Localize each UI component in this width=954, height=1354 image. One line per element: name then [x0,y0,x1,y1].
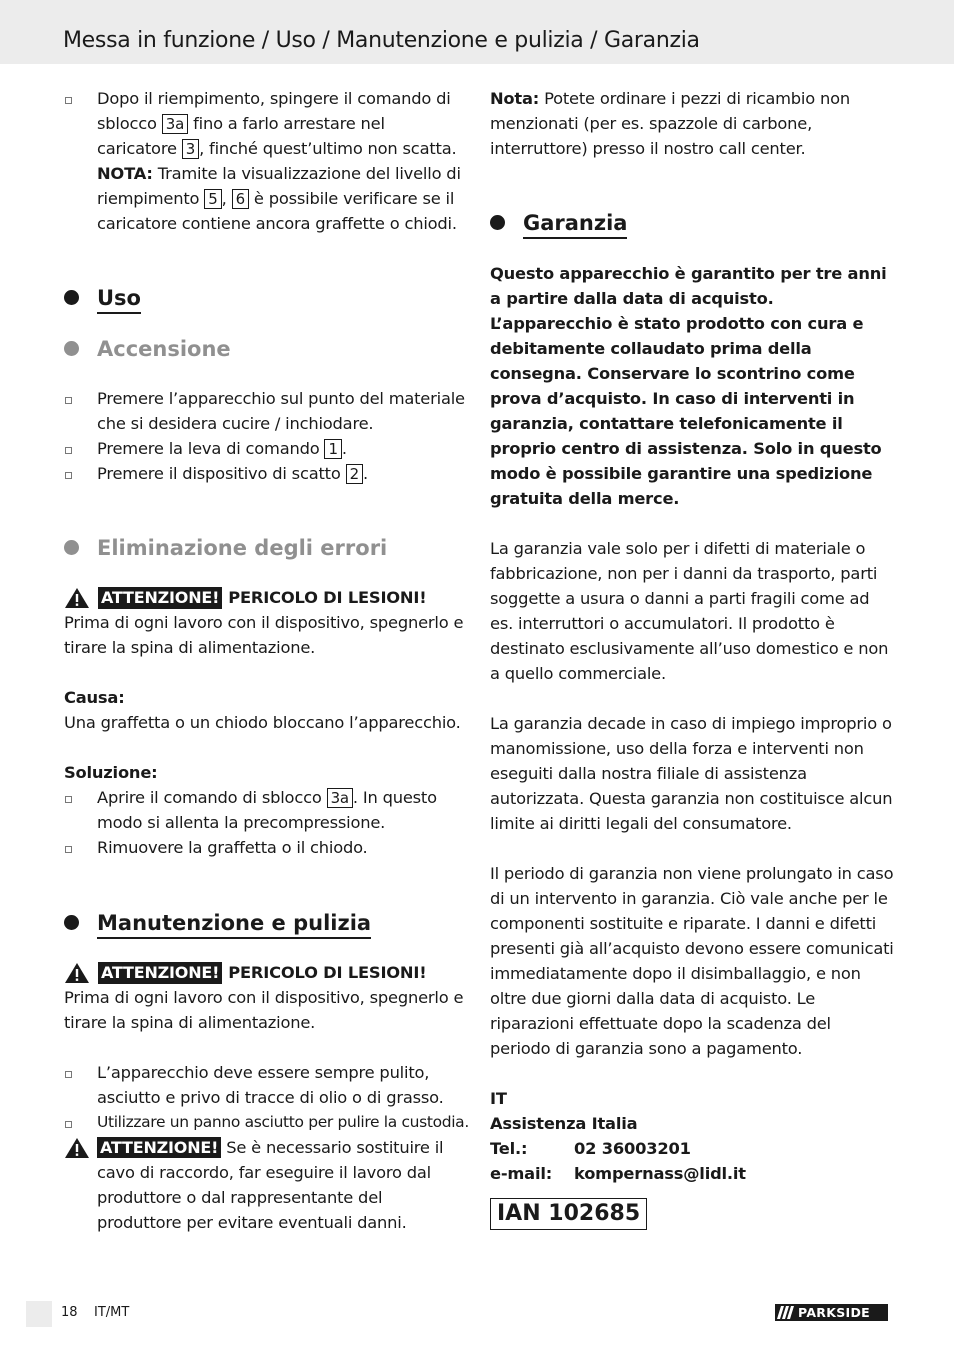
contact-service: Assistenza Italia [490,1114,638,1133]
heading-accensione: Accensione [64,334,469,364]
ref-3a-box: 3a [327,788,353,808]
ref-1-box: 1 [324,439,341,459]
parkside-logo: PARKSIDE [775,1304,888,1321]
page-number: 18 [61,1305,78,1320]
footer-marker [26,1301,52,1327]
logo-slashes-icon [775,1304,797,1321]
warranty-bold-paragraph: Questo apparecchio è garantito per tre anni a partire dalla data di acquisto. L’apparecchio è stato prodotto con cura e debitamente collaudato prima della consegna. Conservare lo scontrino come prova d’acquisto. In caso di interventi in garanzia, contattare telefonicamente il proprio centro di assistenza. Solo in questo modo è possibile garantire una spedizione gratuita della merce. [490,264,887,508]
contact-email: e-mail: kompernass@lidl.it [490,1164,746,1183]
refill-note: NOTA: Tramite la visualizzazione del livello di riempimento 5 , 6 è possibile verificare se il caricatore contiene ancora graffette o chiodi. [97,164,461,233]
list-item: Premere l’apparecchio sul punto del materiale che si desidera cucire / inchiodare. [64,386,469,436]
ref-3a-box: 3a [162,114,188,134]
solution-label: Soluzione: [64,763,158,782]
warning-triangle-icon [64,962,90,984]
spare-parts-note: Nota: Potete ordinare i pezzi di ricambio non menzionati (per es. spazzole di carbone, interruttore) presso il nostro call center. [490,89,850,158]
cause-text: Una graffetta o un chiodo bloccano l’apparecchio. [64,713,461,732]
ian-box: IAN 102685 [490,1198,647,1230]
list-item: Utilizzare un panno asciutto per pulire la custodia. [64,1110,469,1135]
page-title: Messa in funzione / Uso / Manutenzione e pulizia / Garanzia [63,28,700,53]
heading-maintenance: Manutenzione e pulizia [64,908,469,938]
attention-badge: ATTENZIONE! [98,962,222,984]
list-item: Aprire il comando di sblocco 3a . In questo modo si allenta la precompressione. [64,785,469,835]
left-column [64,86,469,1235]
right-column [490,86,896,1230]
list-item: L’apparecchio deve essere sempre pulito, asciutto e privo di tracce di olio o di grasso. [64,1060,469,1110]
list-item: Premere la leva di comando 1 . [64,436,469,461]
list-item: Premere il dispositivo di scatto 2 . [64,461,469,486]
warning-triangle-icon [64,1137,90,1159]
heading-uso: Uso [64,283,469,313]
heading-garanzia: Garanzia [490,208,896,238]
warning-text: Prima di ogni lavoro con il dispositivo, spegnerlo e tirare la spina di alimentazione. [64,988,464,1032]
refill-instruction: Dopo il riempimento, spingere il comando di sblocco 3a fino a farlo arrestare nel caricatore 3 , finché quest’ultimo non scatta. [64,86,469,161]
warning-text: Prima di ogni lavoro con il dispositivo, spegnerlo e tirare la spina di alimentazione. [64,613,464,657]
warranty-paragraph: La garanzia decade in caso di impiego improprio o manomissione, uso della forza e interventi non eseguiti dalla nostra filiale di assistenza autorizzata. Questa garanzia non costituisce alcun limite ai diritti legali del consumatore. [490,714,893,833]
contact-country: IT [490,1089,507,1108]
ref-2-box: 2 [346,464,363,484]
heading-errors: Eliminazione degli errori [64,533,469,563]
cable-warning: ATTENZIONE! Se è necessario sostituire il cavo di raccordo, far eseguire il lavoro dal produttore o dal rappresentante del produttore per evitare eventuali danni. [64,1135,469,1235]
ref-5-box: 5 [204,189,221,209]
list-item: Rimuovere la graffetta o il chiodo. [64,835,469,860]
cause-label: Causa: [64,688,125,707]
warranty-paragraph: Il periodo di garanzia non viene prolungato in caso di un intervento in garanzia. Ciò vale anche per le componenti sostituite e riparate. I danni e difetti presenti già all’acquisto devono essere comunicati immediatamente dopo il disimballaggio, e non oltre due giorni dalla data di acquisto. Le riparazioni effettuate dopo la scadenza del periodo di garanzia sono a pagamento. [490,864,894,1058]
warning-triangle-icon [64,587,90,609]
language-code: IT/MT [94,1305,130,1320]
warranty-paragraph: La garanzia vale solo per i difetti di materiale o fabbricazione, non per i danni da trasporto, parti soggette a usura o danni a parti fragili come ad es. interruttori o accumulatori. Il prodotto è destinato esclusivamente all’uso domestico e non a quello commerciale. [490,539,889,683]
ref-6-box: 6 [232,189,249,209]
contact-tel: Tel.: 02 36003201 [490,1139,691,1158]
warning-banner: ATTENZIONE! PERICOLO DI LESIONI! [64,960,469,985]
ref-3-box: 3 [182,139,199,159]
warning-banner: ATTENZIONE! PERICOLO DI LESIONI! [64,585,469,610]
attention-badge: ATTENZIONE! [98,587,222,609]
attention-badge: ATTENZIONE! [97,1137,221,1158]
